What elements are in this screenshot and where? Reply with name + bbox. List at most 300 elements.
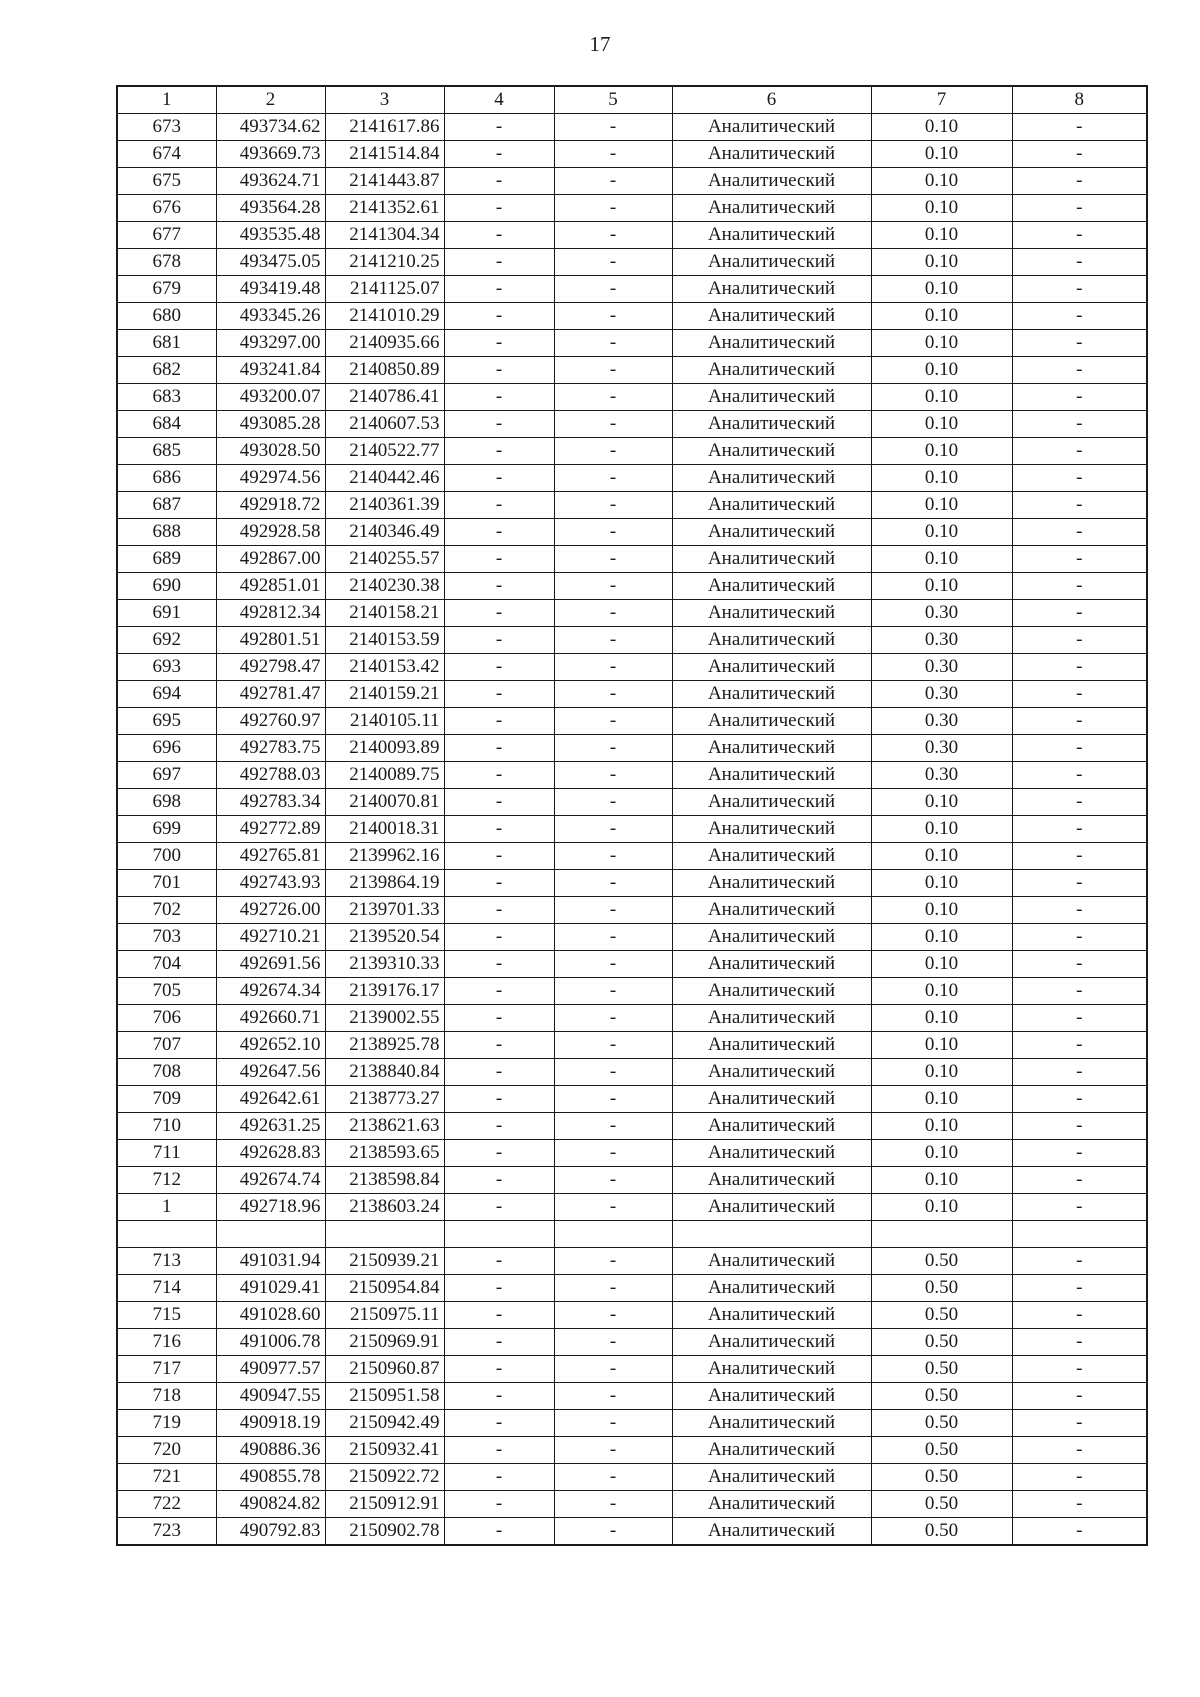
table-cell: 0.10 [871,951,1012,978]
table-cell: 492772.89 [216,816,325,843]
table-cell: - [1012,681,1147,708]
table-cell: 492798.47 [216,654,325,681]
table-cell: - [444,681,554,708]
table-cell: 2141514.84 [325,141,444,168]
table-cell: - [444,1518,554,1546]
table-cell: 0.50 [871,1356,1012,1383]
table-cell: Аналитический [672,1167,871,1194]
table-cell [871,1221,1012,1248]
table-cell: 2141010.29 [325,303,444,330]
table-cell: Аналитический [672,168,871,195]
table-cell: 491006.78 [216,1329,325,1356]
table-cell: 705 [117,978,216,1005]
table-cell: 492674.34 [216,978,325,1005]
table-cell: 2138603.24 [325,1194,444,1221]
table-cell: - [444,762,554,789]
table-cell: - [1012,546,1147,573]
table-cell: - [554,1356,672,1383]
table-row [117,276,1147,303]
table-row [117,384,1147,411]
table-cell: 1 [117,1194,216,1221]
table-cell: - [554,438,672,465]
table-cell: - [554,1140,672,1167]
table-cell: - [444,168,554,195]
table-row [117,978,1147,1005]
table-cell: 2139962.16 [325,843,444,870]
table-cell: - [1012,978,1147,1005]
table-cell: - [554,1383,672,1410]
table-cell: 717 [117,1356,216,1383]
table-cell: - [444,1032,554,1059]
table-row [117,1140,1147,1167]
table-row [117,843,1147,870]
table-cell: - [444,654,554,681]
table-cell: - [1012,627,1147,654]
table-cell: 2141443.87 [325,168,444,195]
table-cell: 0.50 [871,1329,1012,1356]
table-cell: 492801.51 [216,627,325,654]
table-cell: Аналитический [672,141,871,168]
table-cell: Аналитический [672,924,871,951]
table-cell: 716 [117,1329,216,1356]
table-cell: 679 [117,276,216,303]
table-cell: 493564.28 [216,195,325,222]
table-cell: 493028.50 [216,438,325,465]
table-cell: - [554,519,672,546]
table-row [117,1302,1147,1329]
table-cell: - [444,600,554,627]
table-row [117,951,1147,978]
table-row [117,627,1147,654]
table-row [117,1518,1147,1546]
table-cell: 711 [117,1140,216,1167]
table-cell: Аналитический [672,1356,871,1383]
table-row [117,330,1147,357]
table-cell: Аналитический [672,1248,871,1275]
column-header: 8 [1012,86,1147,114]
table-cell: - [444,897,554,924]
table-cell: - [1012,1302,1147,1329]
table-cell: 2140786.41 [325,384,444,411]
table-cell: - [1012,654,1147,681]
table-cell: 2139310.33 [325,951,444,978]
table-cell: Аналитический [672,573,871,600]
table-cell: 2140607.53 [325,411,444,438]
table-cell: - [554,951,672,978]
table-cell: - [444,1356,554,1383]
table-cell: 701 [117,870,216,897]
table-cell: - [444,357,554,384]
table-cell: Аналитический [672,1410,871,1437]
table-cell: - [1012,1140,1147,1167]
table-cell: 0.30 [871,627,1012,654]
table-cell: - [444,735,554,762]
table-cell: - [554,1194,672,1221]
table-cell: Аналитический [672,1437,871,1464]
coordinates-table [116,85,1148,1546]
table-cell: 0.10 [871,573,1012,600]
table-cell: - [554,384,672,411]
table-row [117,465,1147,492]
table-cell: - [444,1383,554,1410]
table-cell: 2140093.89 [325,735,444,762]
table-cell: 697 [117,762,216,789]
table-cell: - [554,762,672,789]
table-cell: - [554,1005,672,1032]
table-row [117,357,1147,384]
table-cell: 682 [117,357,216,384]
table-cell: - [554,573,672,600]
table-cell: - [1012,1437,1147,1464]
table-cell: - [1012,492,1147,519]
table-cell: - [444,1005,554,1032]
table-cell: - [1012,843,1147,870]
table-cell: 0.10 [871,303,1012,330]
table-cell: 493669.73 [216,141,325,168]
table-cell: 2141125.07 [325,276,444,303]
table-cell: 2140089.75 [325,762,444,789]
table-cell: 493241.84 [216,357,325,384]
table-cell: 2140158.21 [325,600,444,627]
table-cell: - [554,411,672,438]
table-cell: - [554,1086,672,1113]
table-cell: - [554,870,672,897]
table-cell: 0.10 [871,897,1012,924]
table-row [117,897,1147,924]
table-cell: - [1012,384,1147,411]
table-cell: 0.10 [871,1140,1012,1167]
table-cell [444,1221,554,1248]
table-row [117,1194,1147,1221]
table-cell: - [554,303,672,330]
table-cell: 2138840.84 [325,1059,444,1086]
table-cell: 490886.36 [216,1437,325,1464]
table-row [117,303,1147,330]
table-cell: 2150932.41 [325,1437,444,1464]
table-cell: 712 [117,1167,216,1194]
table-row [117,141,1147,168]
table-cell: 2138773.27 [325,1086,444,1113]
table-cell: 492628.83 [216,1140,325,1167]
table-cell: 2140442.46 [325,465,444,492]
table-cell: - [1012,897,1147,924]
table-cell: 0.50 [871,1491,1012,1518]
table-cell: - [1012,465,1147,492]
table-cell: Аналитический [672,492,871,519]
table-cell [117,1221,216,1248]
table-cell: 0.10 [871,222,1012,249]
table-cell: - [444,1086,554,1113]
table-row [117,735,1147,762]
table-cell: - [444,924,554,951]
table-cell: - [554,114,672,141]
table-cell: - [1012,789,1147,816]
table-cell: - [1012,735,1147,762]
table-row [117,1275,1147,1302]
table-cell: 2150969.91 [325,1329,444,1356]
table-cell: 0.10 [871,249,1012,276]
table-cell: Аналитический [672,897,871,924]
table-cell: - [1012,1086,1147,1113]
table-cell: 2141617.86 [325,114,444,141]
table-cell: 0.50 [871,1275,1012,1302]
table-cell: - [1012,114,1147,141]
table-cell: 696 [117,735,216,762]
table-row [117,1059,1147,1086]
table-cell: 491029.41 [216,1275,325,1302]
table-cell: Аналитический [672,1086,871,1113]
table-cell: - [554,1113,672,1140]
table-row [117,168,1147,195]
table-cell: - [554,978,672,1005]
table-cell: 698 [117,789,216,816]
table-cell: 2150939.21 [325,1248,444,1275]
column-header: 7 [871,86,1012,114]
table-cell: 492726.00 [216,897,325,924]
table-cell: 0.10 [871,330,1012,357]
table-cell: - [444,114,554,141]
table-cell: 0.30 [871,681,1012,708]
table-cell: 2140255.57 [325,546,444,573]
table-cell: 723 [117,1518,216,1546]
table-cell: - [1012,1005,1147,1032]
table-cell: - [1012,1383,1147,1410]
table-cell: - [554,492,672,519]
table-row [117,222,1147,249]
table-cell: 492691.56 [216,951,325,978]
table-cell: 708 [117,1059,216,1086]
table-cell: 706 [117,1005,216,1032]
table-cell: 0.30 [871,762,1012,789]
table-cell: Аналитический [672,357,871,384]
table-cell: Аналитический [672,465,871,492]
table-cell: - [1012,141,1147,168]
table-cell: - [444,573,554,600]
table-row [117,1032,1147,1059]
table-cell: - [444,1140,554,1167]
table-cell: 718 [117,1383,216,1410]
table-cell [216,1221,325,1248]
table-cell: - [444,978,554,1005]
table-cell: Аналитический [672,816,871,843]
table-row [117,249,1147,276]
table-cell: - [554,1437,672,1464]
table-cell: 689 [117,546,216,573]
table-cell: 2150975.11 [325,1302,444,1329]
table-cell: - [444,276,554,303]
table-cell: 491031.94 [216,1248,325,1275]
table-cell: 676 [117,195,216,222]
table-row [117,1410,1147,1437]
table-cell: - [554,897,672,924]
table-cell: - [444,1437,554,1464]
table-row [117,1005,1147,1032]
table-cell: - [444,546,554,573]
table-cell: 0.10 [871,168,1012,195]
table-cell: 710 [117,1113,216,1140]
table-body [117,114,1147,1546]
table-cell: 492760.97 [216,708,325,735]
table-cell: - [1012,1167,1147,1194]
table-cell: 2140935.66 [325,330,444,357]
table-cell: 493624.71 [216,168,325,195]
table-cell: 0.10 [871,843,1012,870]
table-cell: Аналитический [672,1518,871,1546]
table-row [117,654,1147,681]
table-cell: - [1012,1248,1147,1275]
table-cell: - [1012,573,1147,600]
table-cell: - [554,1032,672,1059]
table-cell: Аналитический [672,222,871,249]
table-cell: 493419.48 [216,276,325,303]
table-cell: - [554,654,672,681]
table-cell: - [444,843,554,870]
table-cell: - [444,519,554,546]
table-cell: - [444,1194,554,1221]
table-cell: 493085.28 [216,411,325,438]
table-cell: 0.10 [871,114,1012,141]
table-cell: 492974.56 [216,465,325,492]
table-row [117,1491,1147,1518]
table-cell: 492812.34 [216,600,325,627]
table-cell: - [554,1464,672,1491]
table-cell: - [554,141,672,168]
table-cell: 492765.81 [216,843,325,870]
table-cell: Аналитический [672,1059,871,1086]
table-cell: 0.10 [871,1005,1012,1032]
table-cell: - [1012,1113,1147,1140]
table-cell: - [554,1518,672,1546]
table-header-row [117,86,1147,114]
table-cell: 0.10 [871,195,1012,222]
table-cell: 0.10 [871,924,1012,951]
table-cell: 2140018.31 [325,816,444,843]
table-row [117,1248,1147,1275]
table-cell: - [1012,1356,1147,1383]
table-cell: - [1012,195,1147,222]
table-cell: - [444,1329,554,1356]
table-cell: - [554,546,672,573]
table-cell: 709 [117,1086,216,1113]
table-cell: 0.30 [871,600,1012,627]
table-cell: - [1012,924,1147,951]
table-cell: - [1012,438,1147,465]
table-cell: 0.10 [871,519,1012,546]
table-row [117,789,1147,816]
table-cell: Аналитический [672,681,871,708]
table-cell: - [1012,357,1147,384]
table-cell: - [1012,1491,1147,1518]
table-cell: - [554,1329,672,1356]
table-cell: 490855.78 [216,1464,325,1491]
table-cell: 492788.03 [216,762,325,789]
table-cell: Аналитический [672,1302,871,1329]
table-cell: 490824.82 [216,1491,325,1518]
table-cell: 695 [117,708,216,735]
table-cell: 2141304.34 [325,222,444,249]
table-cell: 685 [117,438,216,465]
table-cell: 2139701.33 [325,897,444,924]
table-row [117,762,1147,789]
table-cell: 492642.61 [216,1086,325,1113]
table-cell [554,1221,672,1248]
table-cell: 2150942.49 [325,1410,444,1437]
table-row [117,519,1147,546]
table-cell: Аналитический [672,384,871,411]
table-cell: 2150902.78 [325,1518,444,1546]
table-cell: 674 [117,141,216,168]
table-cell: 2140230.38 [325,573,444,600]
table-cell: Аналитический [672,411,871,438]
table-cell [1012,1221,1147,1248]
table-cell: 490977.57 [216,1356,325,1383]
table-row [117,1086,1147,1113]
table-cell: 0.30 [871,654,1012,681]
table-cell: 0.10 [871,384,1012,411]
table-cell: 492674.74 [216,1167,325,1194]
table-cell: 0.50 [871,1518,1012,1546]
table-cell: - [554,1302,672,1329]
table-cell: 492647.56 [216,1059,325,1086]
table-cell: - [444,789,554,816]
table-cell: - [554,1248,672,1275]
table-cell: - [1012,1518,1147,1546]
table-row [117,870,1147,897]
table-cell: 720 [117,1437,216,1464]
column-header: 5 [554,86,672,114]
table-cell: Аналитический [672,735,871,762]
table-cell: 684 [117,411,216,438]
table-cell: - [1012,816,1147,843]
table-cell: - [1012,762,1147,789]
table-row [117,816,1147,843]
table-cell: - [554,1275,672,1302]
table-cell: 713 [117,1248,216,1275]
table-cell: 492660.71 [216,1005,325,1032]
table-cell: 0.10 [871,1113,1012,1140]
table-cell: 0.10 [871,465,1012,492]
table-cell: 2139176.17 [325,978,444,1005]
table-cell: - [444,951,554,978]
table-cell: 693 [117,654,216,681]
table-row [117,1167,1147,1194]
table-cell: Аналитический [672,762,871,789]
table-cell: - [554,735,672,762]
table-row [117,708,1147,735]
table-cell: - [1012,519,1147,546]
table-cell: 2138593.65 [325,1140,444,1167]
table-cell: 0.30 [871,708,1012,735]
table-cell: - [1012,249,1147,276]
table-cell: - [554,816,672,843]
table-cell: - [1012,1329,1147,1356]
table-row [117,1464,1147,1491]
table-cell: 704 [117,951,216,978]
table-cell: Аналитический [672,627,871,654]
table-cell: 688 [117,519,216,546]
table-cell: - [554,330,672,357]
table-cell: 2139864.19 [325,870,444,897]
table-cell: 2150922.72 [325,1464,444,1491]
table-cell: - [1012,168,1147,195]
table-row [117,546,1147,573]
table-cell: - [1012,951,1147,978]
table-cell: Аналитический [672,789,871,816]
column-header: 3 [325,86,444,114]
table-cell: 677 [117,222,216,249]
table-cell: 700 [117,843,216,870]
table-cell: 703 [117,924,216,951]
